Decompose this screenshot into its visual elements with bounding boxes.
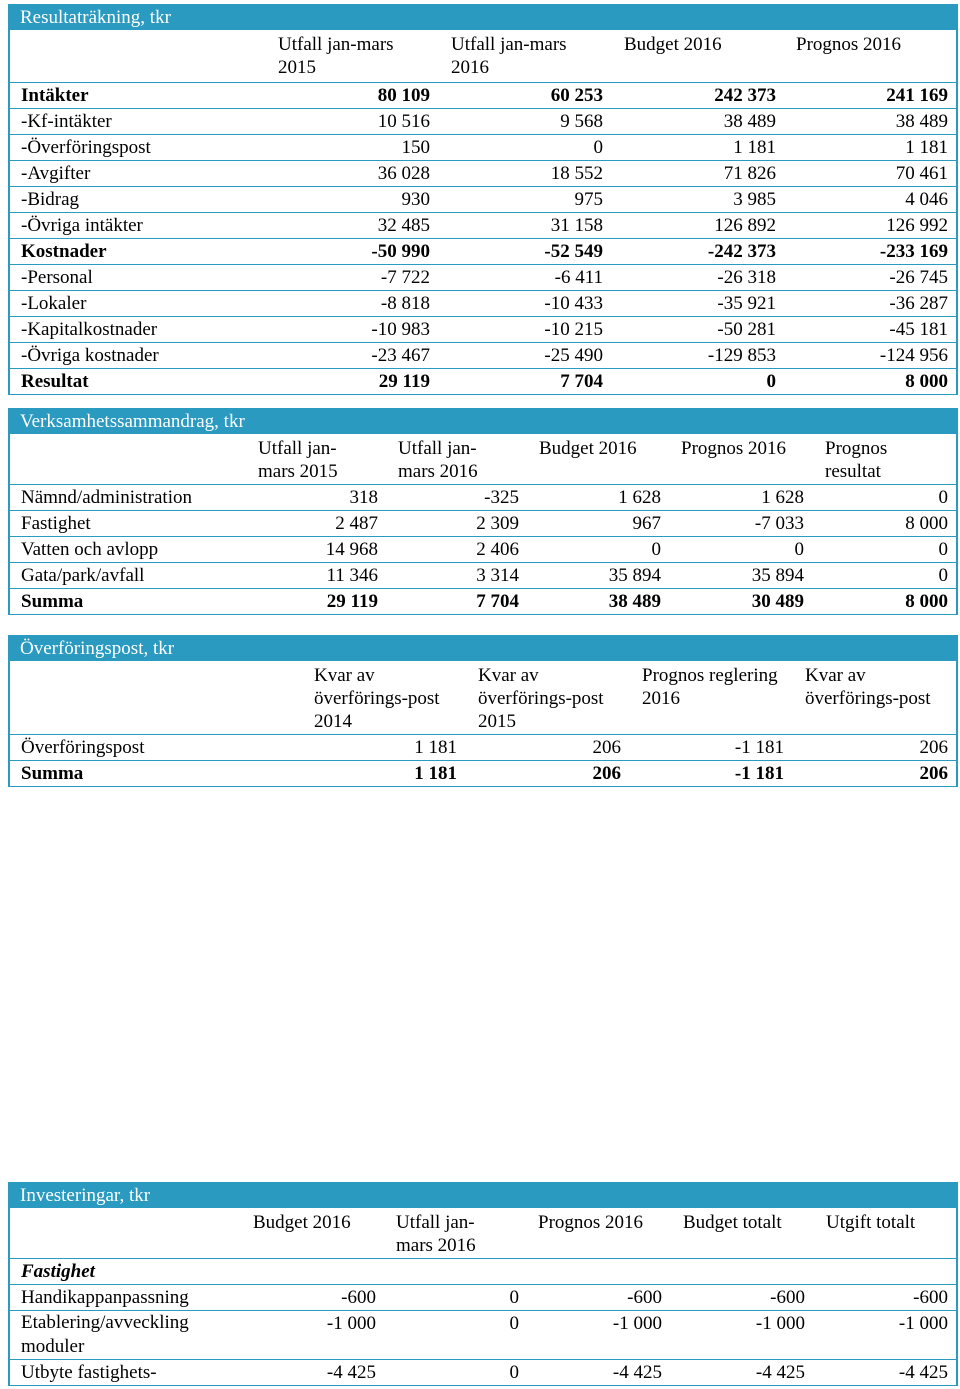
overforing-row-value: 206: [592, 763, 621, 784]
resultat-row-value: 0: [766, 371, 776, 392]
resultat-row-value: -10 433: [544, 293, 603, 314]
resultat-row-value: 1 181: [733, 137, 776, 158]
verksamhet-row-value: 318: [349, 487, 378, 508]
resultat-row-value: 38 489: [895, 111, 948, 132]
invest-header-utgift-totalt: Utgift totalt: [826, 1212, 916, 1233]
resultat-row-value: -52 549: [544, 241, 603, 262]
overforing-row-label: Summa: [21, 763, 84, 784]
invest-row-label: Etablering/avveckling moduler: [21, 1312, 189, 1357]
resultat-row-label: -Övriga intäkter: [21, 215, 143, 236]
resultat-row-value: -124 956: [879, 345, 948, 366]
invest-row-value: 0: [509, 1287, 519, 1308]
overforing-header-kvar: Kvar av överförings-post: [805, 665, 931, 709]
verksamhet-row: [10, 563, 956, 589]
resultat-row-value: 70 461: [895, 163, 948, 184]
invest-row-value: -1 000: [755, 1313, 805, 1334]
resultat-row: [10, 213, 956, 239]
verksamhet-row-value: 8 000: [905, 591, 948, 612]
overforing-row-value: -1 181: [734, 737, 784, 758]
verksamhet-row-value: 3 314: [476, 565, 519, 586]
resultat-row-value: -36 287: [889, 293, 948, 314]
verksamhet-row-value: 35 894: [608, 565, 661, 586]
invest-header-budget-2016: Budget 2016: [253, 1212, 351, 1233]
verksamhet-row-value: 38 489: [608, 591, 661, 612]
verksamhet-row-label: Nämnd/administration: [21, 487, 192, 508]
resultat-row: [10, 135, 956, 161]
verksamhet-row-label: Gata/park/avfall: [21, 565, 145, 586]
resultat-row-value: 60 253: [550, 85, 603, 106]
resultat-row-label: -Avgifter: [21, 163, 91, 184]
invest-row-value: -600: [770, 1287, 805, 1308]
resultat-row-value: -129 853: [707, 345, 776, 366]
overforing-row-value: 1 181: [414, 737, 457, 758]
overforing-header-prognos-reglering: Prognos reglering 2016: [642, 665, 778, 709]
resultat-row-value: 9 568: [560, 111, 603, 132]
resultat-header-row: [10, 30, 956, 83]
resultat-row-value: -8 818: [380, 293, 430, 314]
invest-group-row: [10, 1259, 956, 1285]
resultat-row-value: 29 119: [378, 371, 430, 392]
resultat-row: [10, 265, 956, 291]
resultat-row-value: -35 921: [717, 293, 776, 314]
resultat-row-value: 241 169: [886, 85, 948, 106]
invest-header-utfall-2016: Utfall jan-mars 2016: [396, 1212, 476, 1256]
overforing-body: [10, 735, 956, 787]
resultat-row-label: -Kf-intäkter: [21, 111, 112, 132]
resultat-row-value: -10 983: [371, 319, 430, 340]
resultat-title: Resultaträkning, tkr: [8, 4, 958, 30]
resultat-row-label: -Bidrag: [21, 189, 80, 210]
resultat-row-value: -23 467: [371, 345, 430, 366]
verksamhet-header-prognos-resultat: Prognos resultat: [825, 438, 888, 482]
resultat-row-value: -6 411: [554, 267, 603, 288]
resultat-row-value: -233 169: [879, 241, 948, 262]
overforing-row: [10, 761, 956, 787]
verksamhet-row-value: 967: [632, 513, 661, 534]
verksamhet-row-value: 14 968: [325, 539, 378, 560]
invest-row: [10, 1311, 956, 1360]
resultat-row-value: 975: [574, 189, 603, 210]
resultat-row-value: 71 826: [723, 163, 776, 184]
resultat-row-value: 126 992: [886, 215, 948, 236]
verksamhet-row-value: 1 628: [618, 487, 661, 508]
resultat-row-value: -26 318: [717, 267, 776, 288]
invest-group-label: Fastighet: [21, 1261, 95, 1282]
overforing-title: Överföringspost, tkr: [8, 635, 958, 661]
verksamhet-header-budget-2016: Budget 2016: [539, 438, 637, 459]
resultat-header-utfall-2016: Utfall jan-mars 2016: [451, 34, 567, 78]
resultat-row-value: 32 485: [377, 215, 430, 236]
verksamhet-row-value: 35 894: [751, 565, 804, 586]
resultat-row-value: 8 000: [905, 371, 948, 392]
overforing-header-row: [10, 661, 956, 735]
verksamhet-row: [10, 485, 956, 511]
resultat-row-value: 1 181: [905, 137, 948, 158]
verksamhet-row-value: 0: [651, 539, 661, 560]
resultat-row: [10, 161, 956, 187]
overforing-row-value: 206: [919, 737, 948, 758]
overforing-row-value: 1 181: [414, 763, 457, 784]
verksamhet-header-utfall-2016: Utfall jan-mars 2016: [398, 438, 478, 482]
resultat-row-value: 126 892: [714, 215, 776, 236]
resultat-row-value: -10 215: [544, 319, 603, 340]
verksamhet-header-utfall-2015: Utfall jan-mars 2015: [258, 438, 338, 482]
resultat-row-label: -Kapitalkostnader: [21, 319, 158, 340]
verksamhet-row-value: 0: [938, 487, 948, 508]
resultat-row-label: -Övriga kostnader: [21, 345, 159, 366]
resultat-row-label: -Överföringspost: [21, 137, 151, 158]
invest-row-value: -1 000: [898, 1313, 948, 1334]
verksamhet-row: [10, 537, 956, 563]
invest-row-value: -4 425: [612, 1362, 662, 1383]
invest-body: [10, 1285, 956, 1386]
overforing-header-kvar-2015: Kvar av överförings-post 2015: [478, 665, 604, 732]
invest-row-value: -4 425: [755, 1362, 805, 1383]
overforing-row-value: -1 181: [734, 763, 784, 784]
invest-row-value: -600: [627, 1287, 662, 1308]
resultat-row-value: -45 181: [889, 319, 948, 340]
resultat-row-value: 4 046: [905, 189, 948, 210]
resultat-row: [10, 187, 956, 213]
invest-row: [10, 1285, 956, 1311]
resultat-row-label: Intäkter: [21, 85, 89, 106]
resultat-row: [10, 343, 956, 369]
verksamhet-row-value: 2 406: [476, 539, 519, 560]
resultat-row-value: 242 373: [714, 85, 776, 106]
resultat-row: [10, 291, 956, 317]
resultat-body: [10, 83, 956, 395]
invest-row-value: -600: [913, 1287, 948, 1308]
verksamhet-row-label: Summa: [21, 591, 84, 612]
verksamhet-row-value: 11 346: [326, 565, 378, 586]
invest-row-value: 0: [509, 1313, 519, 1334]
invest-row-value: -1 000: [612, 1313, 662, 1334]
invest-row-value: -1 000: [326, 1313, 376, 1334]
verksamhet-row-value: -325: [484, 487, 519, 508]
resultat-table: [8, 4, 958, 395]
overforing-header-kvar-2014: Kvar av överförings-post 2014: [314, 665, 440, 732]
verksamhet-row-value: 1 628: [761, 487, 804, 508]
resultat-row-value: -50 281: [717, 319, 776, 340]
resultat-row-value: 80 109: [377, 85, 430, 106]
verksamhet-row-value: -7 033: [754, 513, 804, 534]
verksamhet-row-value: 2 309: [476, 513, 519, 534]
resultat-row: [10, 109, 956, 135]
verksamhet-row-value: 2 487: [335, 513, 378, 534]
verksamhet-row: [10, 589, 956, 615]
verksamhet-row-value: 0: [938, 539, 948, 560]
invest-row-value: 0: [509, 1362, 519, 1383]
resultat-row: [10, 317, 956, 343]
invest-row-value: -600: [341, 1287, 376, 1308]
resultat-row-value: 18 552: [550, 163, 603, 184]
resultat-row-value: 36 028: [377, 163, 430, 184]
verksamhet-table: [8, 408, 958, 615]
resultat-header-budget-2016: Budget 2016: [624, 34, 722, 55]
resultat-row-label: Kostnader: [21, 241, 107, 262]
invest-row: [10, 1360, 956, 1386]
resultat-row: [10, 369, 956, 395]
invest-header-row: [10, 1208, 956, 1259]
resultat-header-prognos-2016: Prognos 2016: [796, 34, 902, 55]
resultat-row-value: 0: [593, 137, 603, 158]
resultat-row-label: -Personal: [21, 267, 93, 288]
overforing-row: [10, 735, 956, 761]
verksamhet-row-value: 29 119: [326, 591, 378, 612]
verksamhet-row-value: 30 489: [751, 591, 804, 612]
resultat-header-utfall-2015: Utfall jan-mars 2015: [278, 34, 394, 78]
resultat-row-value: -7 722: [380, 267, 430, 288]
resultat-row: [10, 239, 956, 265]
invest-header-budget-totalt: Budget totalt: [683, 1212, 782, 1233]
resultat-row-value: 31 158: [550, 215, 603, 236]
resultat-row: [10, 83, 956, 109]
invest-row-value: -4 425: [326, 1362, 376, 1383]
resultat-row-label: Resultat: [21, 371, 89, 392]
resultat-row-value: -242 373: [707, 241, 776, 262]
verksamhet-row-label: Fastighet: [21, 513, 91, 534]
overforing-row-value: 206: [919, 763, 948, 784]
resultat-row-value: 150: [401, 137, 430, 158]
resultat-row-value: 3 985: [733, 189, 776, 210]
invest-table: [8, 1182, 958, 1386]
invest-row-label: Utbyte fastighets-: [21, 1362, 157, 1383]
verksamhet-row-label: Vatten och avlopp: [21, 539, 159, 560]
invest-title: Investeringar, tkr: [8, 1182, 958, 1208]
resultat-row-value: 38 489: [723, 111, 776, 132]
verksamhet-body: [10, 485, 956, 615]
resultat-row-value: -50 990: [371, 241, 430, 262]
overforing-row-label: Överföringspost: [21, 737, 145, 758]
resultat-row-label: -Lokaler: [21, 293, 87, 314]
resultat-row-value: 930: [401, 189, 430, 210]
verksamhet-title: Verksamhetssammandrag, tkr: [8, 408, 958, 434]
verksamhet-row-value: 0: [794, 539, 804, 560]
resultat-row-value: 10 516: [377, 111, 430, 132]
resultat-row-value: -25 490: [544, 345, 603, 366]
resultat-row-value: -26 745: [889, 267, 948, 288]
verksamhet-row: [10, 511, 956, 537]
invest-row-value: -4 425: [898, 1362, 948, 1383]
verksamhet-row-value: 0: [938, 565, 948, 586]
invest-header-prognos-2016: Prognos 2016: [538, 1212, 644, 1233]
verksamhet-row-value: 7 704: [476, 591, 519, 612]
overforing-row-value: 206: [592, 737, 621, 758]
verksamhet-header-prognos-2016: Prognos 2016: [681, 438, 787, 459]
resultat-row-value: 7 704: [560, 371, 603, 392]
invest-row-label: Handikappanpassning: [21, 1287, 189, 1308]
verksamhet-row-value: 8 000: [905, 513, 948, 534]
overforing-table: [8, 635, 958, 787]
verksamhet-header-row: [10, 434, 956, 485]
